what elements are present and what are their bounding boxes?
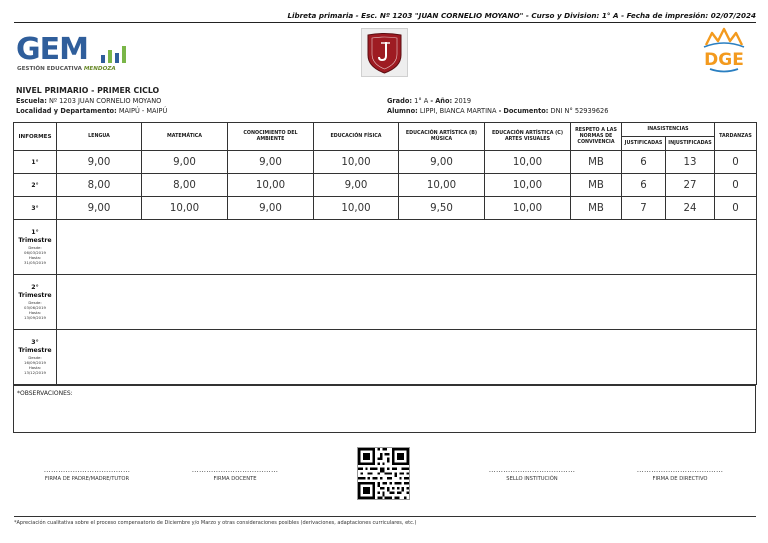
student-label: Alumno: xyxy=(387,107,418,116)
trimester-row xyxy=(14,220,757,275)
print-header: Libreta primaria - Esc. Nº 1203 "JUAN CORNELIO MOYANO" - Curso y Division: 1° A - Fecha de impresión: 02/07/2024 xyxy=(287,11,756,20)
locality-value: MAIPÚ - MAIPÚ xyxy=(118,107,168,116)
gem-logo-word: GEM xyxy=(16,32,88,67)
signature-director xyxy=(615,466,745,482)
grade-ed-artistica-c: 10,00 xyxy=(485,174,571,197)
trimester-number: 1° xyxy=(31,229,39,237)
absences-unjustified: 13 xyxy=(666,151,715,174)
col-header-ed-artistica-b: EDUCACIÓN ARTÍSTICA (B) MÚSICA xyxy=(399,123,485,151)
col-header-tardanzas: TARDANZAS xyxy=(715,123,757,151)
level-title: NIVEL PRIMARIO - PRIMER CICLO xyxy=(16,86,160,95)
grade-value: 1° A xyxy=(414,97,429,105)
trimester-word: Trimestre xyxy=(18,237,52,244)
year-label: Año: xyxy=(435,97,453,105)
trimester-from-label: Desde: xyxy=(28,244,42,250)
grade-respeto: MB xyxy=(571,197,622,220)
school-crest xyxy=(361,28,408,77)
col-header-inasistencias: INASISTENCIAS xyxy=(622,123,715,137)
trimester-word: Trimestre xyxy=(18,347,52,354)
signature-teacher-label: FIRMA DOCENTE xyxy=(213,476,257,482)
trimester-to-label: Hasta: xyxy=(28,309,42,315)
grade-conocimiento: 9,00 xyxy=(228,197,314,220)
gem-subtitle-text: GESTIÓN EDUCATIVA xyxy=(17,66,82,72)
signature-line: ……………………………… xyxy=(43,466,131,474)
year-value: 2019 xyxy=(454,97,472,105)
school-info xyxy=(16,85,167,117)
col-header-ed-fisica: EDUCACIÓN FÍSICA xyxy=(314,123,399,151)
trimester-from-label: Desde: xyxy=(28,354,42,360)
school-value: Nº 1203 JUAN CORNELIO MOYANO xyxy=(48,97,162,105)
trimester-to-label: Hasta: xyxy=(28,364,42,370)
trimester-number: 2° xyxy=(31,284,39,292)
signature-director-label: FIRMA DE DIRECTIVO xyxy=(652,476,708,482)
grade-ed-artistica-b: 9,00 xyxy=(399,151,485,174)
grade-lengua: 9,00 xyxy=(57,197,142,220)
grade-ed-fisica: 10,00 xyxy=(314,151,399,174)
tardies: 0 xyxy=(715,151,757,174)
absences-unjustified: 27 xyxy=(666,174,715,197)
separator: - xyxy=(430,97,434,105)
grade-respeto: MB xyxy=(571,151,622,174)
signature-line: ……………………………… xyxy=(191,466,279,474)
observations-label: *OBSERVACIONES: xyxy=(17,390,73,397)
dge-logo-word: DGE xyxy=(704,50,744,70)
trimester-row xyxy=(14,330,757,385)
grade-matematica: 9,00 xyxy=(142,151,228,174)
col-header-lengua: LENGUA xyxy=(57,123,142,151)
qr-code-icon xyxy=(358,448,409,499)
signature-parent xyxy=(22,466,152,482)
trimester-to-date: 13/12/2019 xyxy=(24,369,46,375)
tardies: 0 xyxy=(715,174,757,197)
informe-number: 3° xyxy=(14,197,57,220)
grade-line xyxy=(387,96,608,106)
signature-line: ……………………………… xyxy=(488,466,576,474)
grade-conocimiento: 9,00 xyxy=(228,151,314,174)
grade-ed-fisica: 10,00 xyxy=(314,197,399,220)
qr-code xyxy=(357,447,410,500)
grade-ed-artistica-b: 9,50 xyxy=(399,197,485,220)
trimester-from-date: 03/06/2019 xyxy=(24,304,46,310)
school-line xyxy=(16,96,167,106)
tardies: 0 xyxy=(715,197,757,220)
trimester-to-date: 31/05/2019 xyxy=(24,259,46,265)
absences-justified: 7 xyxy=(622,197,666,220)
shield-icon xyxy=(362,29,407,76)
signature-seal-label: SELLO INSTITUCIÓN xyxy=(506,476,558,482)
bar-chart-icon xyxy=(100,43,128,63)
col-header-informes: INFORMES xyxy=(14,123,57,151)
footer-divider xyxy=(14,516,756,517)
grade-ed-artistica-c: 10,00 xyxy=(485,151,571,174)
student-value: LIPPI, BIANCA MARTINA xyxy=(419,107,497,116)
col-header-justificadas: JUSTIFICADAS xyxy=(622,137,666,151)
trimester-label xyxy=(14,275,57,330)
signature-teacher xyxy=(170,466,300,482)
absences-justified: 6 xyxy=(622,151,666,174)
grade-label: Grado: xyxy=(387,97,413,105)
separator: - xyxy=(498,107,502,116)
signature-line: ……………………………… xyxy=(636,466,724,474)
trimester-label xyxy=(14,330,57,385)
grade-conocimiento: 10,00 xyxy=(228,174,314,197)
grade-respeto: MB xyxy=(571,174,622,197)
table-row xyxy=(14,197,757,220)
trimester-from-label: Desde: xyxy=(28,299,42,305)
trimester-notes-cell xyxy=(57,275,757,330)
locality-label: Localidad y Departamento: xyxy=(16,107,117,116)
grade-lengua: 8,00 xyxy=(57,174,142,197)
document-label: Documento: xyxy=(503,107,549,116)
signature-seal xyxy=(467,466,597,482)
gem-logo xyxy=(16,34,131,76)
grade-lengua: 9,00 xyxy=(57,151,142,174)
student-info xyxy=(387,96,608,117)
document-value: DNI N° 52939626 xyxy=(550,107,609,116)
col-header-injustificadas: INJUSTIFICADAS xyxy=(666,137,715,151)
informe-number: 2° xyxy=(14,174,57,197)
informe-number: 1° xyxy=(14,151,57,174)
grade-matematica: 8,00 xyxy=(142,174,228,197)
observations-box xyxy=(13,385,756,433)
school-label: Escuela: xyxy=(16,97,47,105)
dge-logo xyxy=(698,25,750,77)
table-header-row xyxy=(14,123,757,137)
absences-unjustified: 24 xyxy=(666,197,715,220)
trimester-to-date: 13/09/2019 xyxy=(24,314,46,320)
grade-ed-artistica-c: 10,00 xyxy=(485,197,571,220)
locality-line xyxy=(16,106,167,116)
student-line xyxy=(387,106,608,116)
trimester-notes-cell xyxy=(57,330,757,385)
col-header-ed-artistica-c: EDUCACIÓN ARTÍSTICA (C) ARTES VISUALES xyxy=(485,123,571,151)
dge-emblem-icon xyxy=(698,25,750,77)
col-header-matematica: MATEMÁTICA xyxy=(142,123,228,151)
gem-subtitle-region: MENDOZA xyxy=(83,66,116,72)
trimester-notes-cell xyxy=(57,220,757,275)
absences-justified: 6 xyxy=(622,174,666,197)
col-header-conocimiento: CONOCIMIENTO DEL AMBIENTE xyxy=(228,123,314,151)
signature-parent-label: FIRMA DE PADRE/MADRE/TUTOR xyxy=(44,476,130,482)
trimester-number: 3° xyxy=(31,339,39,347)
trimester-from-date: 16/09/2019 xyxy=(24,359,46,365)
trimester-row xyxy=(14,275,757,330)
grades-table xyxy=(13,122,757,385)
table-row xyxy=(14,174,757,197)
col-header-respeto: RESPETO A LAS NORMAS DE CONVIVENCIA xyxy=(571,123,622,151)
footer-note: *Apreciación cualitativa sobre el proceso compensatorio de Diciembre y/o Marzo y otras consideraciones posibles (derivaciones, adaptaciones curriculares, etc.) xyxy=(14,520,417,526)
trimester-word: Trimestre xyxy=(18,292,52,299)
grade-matematica: 10,00 xyxy=(142,197,228,220)
trimester-from-date: 06/03/2019 xyxy=(24,249,46,255)
trimester-label xyxy=(14,220,57,275)
gem-logo-subtitle xyxy=(17,66,116,72)
grade-ed-fisica: 9,00 xyxy=(314,174,399,197)
grade-ed-artistica-b: 10,00 xyxy=(399,174,485,197)
table-row xyxy=(14,151,757,174)
trimester-to-label: Hasta: xyxy=(28,254,42,260)
header-divider xyxy=(14,22,756,23)
